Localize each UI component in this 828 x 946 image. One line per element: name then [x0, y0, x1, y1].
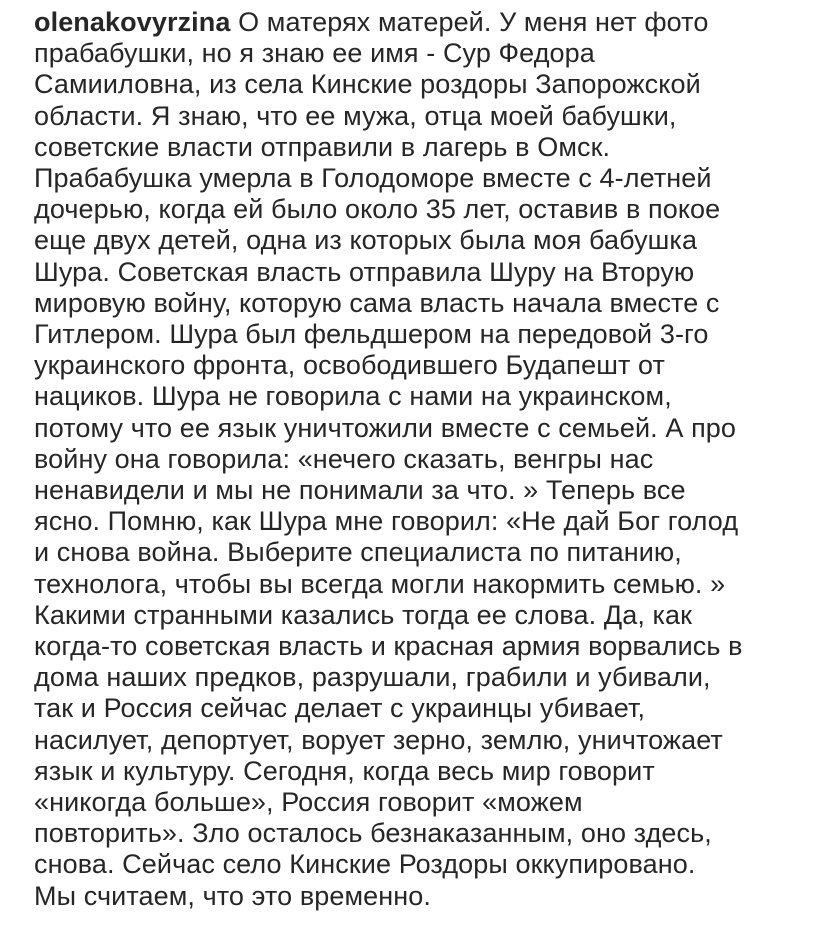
username-link[interactable]: olenakovyrzina [34, 7, 231, 37]
caption-line: Какими странными казались тогда ее слова. Да, как [34, 599, 693, 630]
caption-line: прабабушки, но я знаю ее имя - Сур Федора [34, 38, 595, 69]
caption-line: мировую войну, которую сама власть начала вместе с [34, 287, 720, 318]
caption-line [34, 7, 814, 38]
caption-line: Шура. Советская власть отправила Шуру на Вторую [34, 256, 695, 287]
caption-line: когда-то советская власть и красная армия ворвались в [34, 631, 743, 662]
caption-line: язык и культуру. Сегодня, когда весь мир говорит [34, 755, 655, 786]
caption-line: ясно. Помню, как Шура мне говорил: «Не дай Бог голод [34, 506, 739, 537]
caption-line: Мы считаем, что это временно. [34, 880, 432, 911]
caption-line: нациков. Шура не говорила с нами на украинском, [34, 381, 672, 412]
caption-line: Прабабушка умерла в Голодоморе вместе с 4-летней [34, 163, 712, 194]
caption-line: ненавидели и мы не понимали за что. » Теперь все [34, 475, 686, 506]
caption-line: войну она говорила: «нечего сказать, венгры нас [34, 443, 654, 474]
caption-line: еще двух детей, одна из которых была моя бабушка [34, 225, 698, 256]
caption-line: украинского фронта, освободившего Будапешт от [34, 350, 666, 381]
caption-line: технолога, чтобы вы всегда могли накормить семью. » [34, 568, 726, 599]
caption-line: Гитлером. Шура был фельдшером на передовой 3-го [34, 319, 709, 350]
caption-line: области. Я знаю, что ее мужа, отца моей бабушки, [34, 100, 677, 131]
caption-line: дома наших предков, разрушали, грабили и убивали, [34, 662, 711, 693]
caption-line: советские власти отправили в лагерь в Омск. [34, 131, 611, 162]
caption-line: дочерью, когда ей было около 35 лет, оставив в покое [34, 194, 721, 225]
caption-line: насилует, депортует, ворует зерно, землю, уничтожает [34, 724, 723, 755]
caption-line: «никогда больше», Россия говорит «можем [34, 787, 583, 818]
caption-line: так и Россия сейчас делает с украинцы убивает, [34, 693, 646, 724]
caption-line: Самииловна, из села Кинские роздоры Запорожской [34, 69, 701, 100]
caption-line: снова. Сейчас село Кинские Роздоры оккупировано. [34, 849, 696, 880]
caption-text: О матерях матерей. У меня нет фото [230, 7, 709, 37]
caption-line: повторить». Зло осталось безнаказанным, оно здесь, [34, 818, 712, 849]
caption-line: и снова война. Выберите специалиста по питанию, [34, 537, 682, 568]
post-caption [34, 7, 814, 912]
caption-line: потому что ее язык уничтожили вместе с семьей. А про [34, 412, 737, 443]
